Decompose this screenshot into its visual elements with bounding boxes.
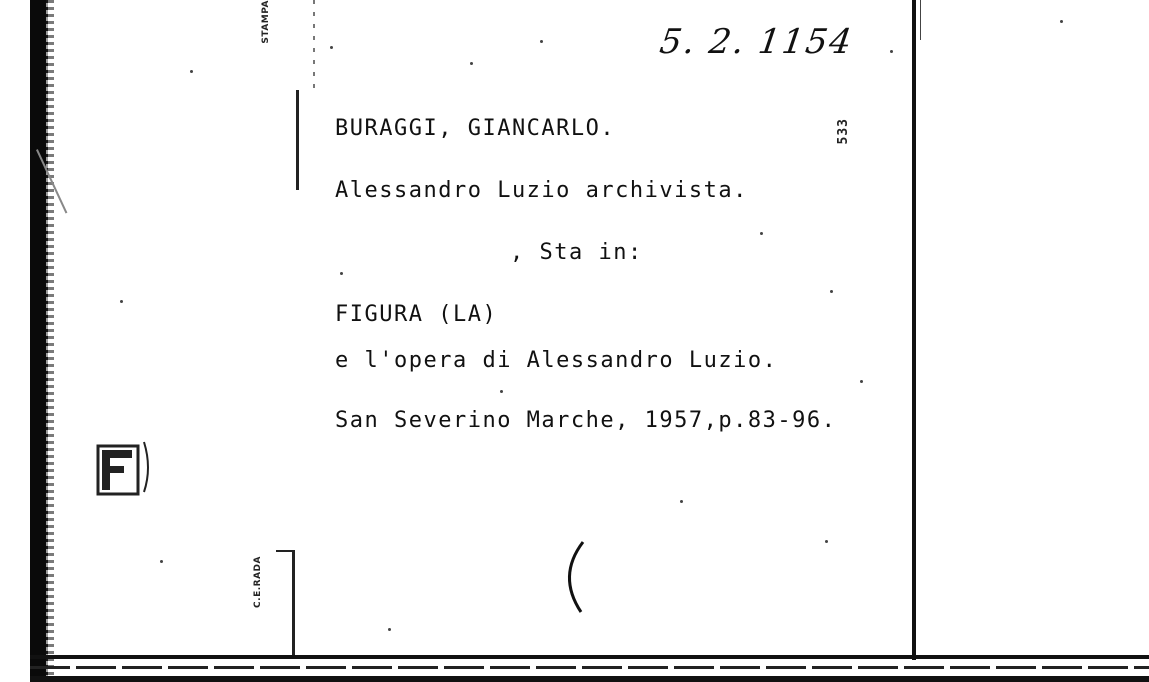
speck	[890, 50, 893, 53]
handwritten-shelfmark: 5. 2. 1154	[657, 22, 856, 62]
margin-rule-top	[296, 90, 299, 190]
card-right-border	[912, 0, 916, 660]
speck	[860, 380, 863, 383]
speck	[825, 540, 828, 543]
bottom-scan-edge	[30, 676, 1149, 682]
stamp-top: STAMPA	[261, 0, 271, 44]
card-imprint: San Severino Marche, 1957,p.83-96.	[335, 408, 837, 433]
speck	[830, 290, 833, 293]
dotted-vertical-mark	[313, 0, 315, 90]
card-bottom-border	[30, 655, 1149, 659]
card-source-subtitle: e l'opera di Alessandro Luzio.	[335, 348, 778, 373]
margin-rule-bottom	[292, 550, 295, 655]
card-title: Alessandro Luzio archivista.	[335, 178, 748, 203]
speck	[160, 560, 163, 563]
bottom-scan-artifact	[30, 666, 1149, 669]
speck	[388, 628, 391, 631]
f-logo-icon	[96, 440, 156, 496]
hand-bracket-mark	[555, 540, 595, 615]
margin-rule-bottom-cap	[276, 550, 294, 552]
side-number: 533	[836, 118, 851, 145]
speck	[120, 300, 123, 303]
speck	[470, 62, 473, 65]
left-scan-edge-texture	[46, 0, 54, 682]
card-source-title: FIGURA (LA)	[335, 302, 498, 327]
speck	[540, 40, 543, 43]
card-right-border-mark	[920, 0, 921, 40]
speck	[500, 390, 503, 393]
speck	[680, 500, 683, 503]
speck	[340, 272, 343, 275]
speck	[1060, 20, 1063, 23]
speck	[760, 232, 763, 235]
speck	[330, 46, 333, 49]
stamp-bottom: C.E.RADA	[253, 556, 263, 608]
card-in-label: , Sta in:	[510, 240, 643, 265]
speck	[190, 70, 193, 73]
card-author: BURAGGI, GIANCARLO.	[335, 116, 616, 141]
